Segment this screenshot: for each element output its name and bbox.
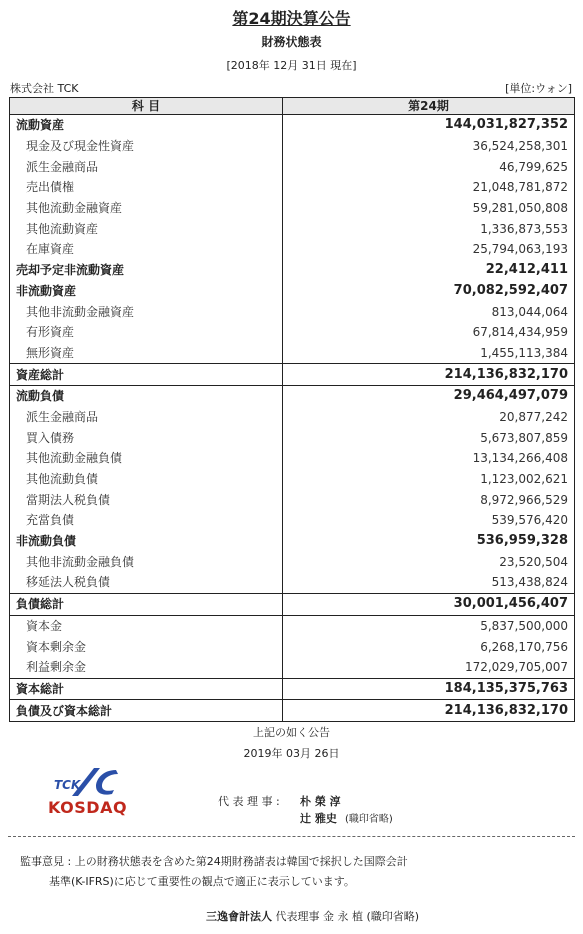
amount-value: 813,044,064 bbox=[283, 301, 575, 322]
amount-value: 22,412,411 bbox=[283, 260, 575, 281]
account-label: 流動資産 bbox=[10, 115, 283, 136]
table-body bbox=[10, 115, 575, 722]
financial-statement-table bbox=[9, 97, 575, 722]
account-label: 買入債務 bbox=[10, 427, 283, 448]
table-row bbox=[10, 115, 575, 136]
table-row bbox=[10, 427, 575, 448]
amount-value: 1,123,002,621 bbox=[283, 469, 575, 490]
account-label: 派生金融商品 bbox=[10, 407, 283, 428]
amount-value: 214,136,832,170 bbox=[283, 364, 575, 386]
amount-value: 20,877,242 bbox=[283, 407, 575, 428]
account-label: 充當負債 bbox=[10, 510, 283, 531]
divider bbox=[8, 836, 575, 837]
table-row bbox=[10, 218, 575, 239]
amount-value: 23,520,504 bbox=[283, 551, 575, 572]
table-row bbox=[10, 700, 575, 722]
audit-opinion-line-1: 監事意見 : 上の財務状態表を含めた第24期財務諸表は韓国で採択した国際会計 bbox=[20, 855, 408, 868]
amount-value: 184,135,375,763 bbox=[283, 678, 575, 700]
amount-value: 513,438,824 bbox=[283, 572, 575, 593]
audit-firm bbox=[206, 908, 419, 924]
amount-value: 539,576,420 bbox=[283, 510, 575, 531]
account-column-header: 科 目 bbox=[10, 98, 283, 115]
amount-value: 13,134,266,408 bbox=[283, 448, 575, 469]
table-row bbox=[10, 593, 575, 615]
table-row bbox=[10, 636, 575, 657]
amount-value: 536,959,328 bbox=[283, 531, 575, 552]
account-label: 資本剰余金 bbox=[10, 636, 283, 657]
amount-value: 1,336,873,553 bbox=[283, 218, 575, 239]
amount-value: 5,673,807,859 bbox=[283, 427, 575, 448]
table-row bbox=[10, 489, 575, 510]
table-row bbox=[10, 260, 575, 281]
account-label: 負債及び資本総計 bbox=[10, 700, 283, 722]
as-of-date: [2018年 12月 31日 現在] bbox=[226, 59, 357, 72]
amount-value: 29,464,497,079 bbox=[283, 385, 575, 406]
account-label: 其他非流動金融資産 bbox=[10, 301, 283, 322]
table-row bbox=[10, 343, 575, 364]
table-header-row bbox=[10, 98, 575, 115]
table-row bbox=[10, 301, 575, 322]
table-row bbox=[10, 551, 575, 572]
account-label: 資本金 bbox=[10, 615, 283, 636]
amount-value: 6,268,170,756 bbox=[283, 636, 575, 657]
amount-value: 1,455,113,384 bbox=[283, 343, 575, 364]
account-label: 流動負債 bbox=[10, 385, 283, 406]
account-label: 在庫資産 bbox=[10, 239, 283, 260]
amount-value: 25,794,063,193 bbox=[283, 239, 575, 260]
account-label: 現金及び現金性資産 bbox=[10, 136, 283, 157]
account-label: 派生金融商品 bbox=[10, 156, 283, 177]
table-row bbox=[10, 678, 575, 700]
account-label: 其他非流動金融負債 bbox=[10, 551, 283, 572]
publication-date: 2019年 03月 26日 bbox=[243, 747, 340, 760]
account-label: 移延法人税負債 bbox=[10, 572, 283, 593]
account-label: 其他流動負債 bbox=[10, 469, 283, 490]
amount-value: 144,031,827,352 bbox=[283, 115, 575, 136]
account-label: 無形資産 bbox=[10, 343, 283, 364]
table-row bbox=[10, 572, 575, 593]
account-label: 負債総計 bbox=[10, 593, 283, 615]
seal-omitted-note: (職印省略) bbox=[345, 814, 393, 825]
account-label: 其他流動金融資産 bbox=[10, 198, 283, 219]
account-label: 當期法人税負債 bbox=[10, 489, 283, 510]
representative-label: 代 表 理 事 : bbox=[218, 795, 280, 808]
statement-title: 財務状態表 bbox=[261, 35, 322, 49]
tck-logo-icon bbox=[48, 762, 138, 828]
account-label: 利益剰余金 bbox=[10, 657, 283, 678]
amount-value: 30,001,456,407 bbox=[283, 593, 575, 615]
audit-firm-name: 三逸會計法人 bbox=[206, 910, 272, 923]
table-row bbox=[10, 448, 575, 469]
audit-firm-representative: 代表理事 金 永 植 (職印省略) bbox=[275, 910, 420, 923]
logo-text: TCK bbox=[54, 778, 81, 792]
kosdaq-logo: KOSDAQ bbox=[48, 798, 128, 817]
account-label: 非流動資産 bbox=[10, 281, 283, 302]
table-row bbox=[10, 322, 575, 343]
amount-value: 21,048,781,872 bbox=[283, 177, 575, 198]
table-row bbox=[10, 469, 575, 490]
amount-value: 36,524,258,301 bbox=[283, 136, 575, 157]
account-label: 其他流動資産 bbox=[10, 218, 283, 239]
account-label: 資産総計 bbox=[10, 364, 283, 386]
table-row bbox=[10, 281, 575, 302]
table-row bbox=[10, 615, 575, 636]
currency-unit: [単位:ウォン] bbox=[505, 82, 572, 95]
audit-opinion-line-2: 基準(K-IFRS)に応じて重要性の観点で適正に表示しています。 bbox=[49, 875, 355, 888]
account-label: 資本総計 bbox=[10, 678, 283, 700]
company-name: 株式会社 TCK bbox=[10, 82, 79, 95]
amount-value: 172,029,705,007 bbox=[283, 657, 575, 678]
amount-value: 59,281,050,808 bbox=[283, 198, 575, 219]
amount-value: 214,136,832,170 bbox=[283, 700, 575, 722]
table-row bbox=[10, 136, 575, 157]
table-row bbox=[10, 198, 575, 219]
period-column-header: 第24期 bbox=[283, 98, 575, 115]
table-row bbox=[10, 177, 575, 198]
account-label: 有形資産 bbox=[10, 322, 283, 343]
table-row bbox=[10, 385, 575, 406]
table-row bbox=[10, 407, 575, 428]
table-row bbox=[10, 657, 575, 678]
notice-text: 上記の如く公告 bbox=[253, 726, 330, 739]
amount-value: 46,799,625 bbox=[283, 156, 575, 177]
table-row bbox=[10, 364, 575, 386]
amount-value: 5,837,500,000 bbox=[283, 615, 575, 636]
representative-name-2: 辻 雅史 bbox=[300, 812, 337, 825]
notice-title: 第24期決算公告 bbox=[232, 9, 351, 28]
account-label: 其他流動金融負債 bbox=[10, 448, 283, 469]
table-row bbox=[10, 239, 575, 260]
representative-name-1: 朴 榮 淳 bbox=[300, 795, 341, 808]
account-label: 非流動負債 bbox=[10, 531, 283, 552]
amount-value: 8,972,966,529 bbox=[283, 489, 575, 510]
table-row bbox=[10, 510, 575, 531]
amount-value: 67,814,434,959 bbox=[283, 322, 575, 343]
account-label: 売出債権 bbox=[10, 177, 283, 198]
table-row bbox=[10, 156, 575, 177]
account-label: 売却予定非流動資産 bbox=[10, 260, 283, 281]
table-row bbox=[10, 531, 575, 552]
amount-value: 70,082,592,407 bbox=[283, 281, 575, 302]
